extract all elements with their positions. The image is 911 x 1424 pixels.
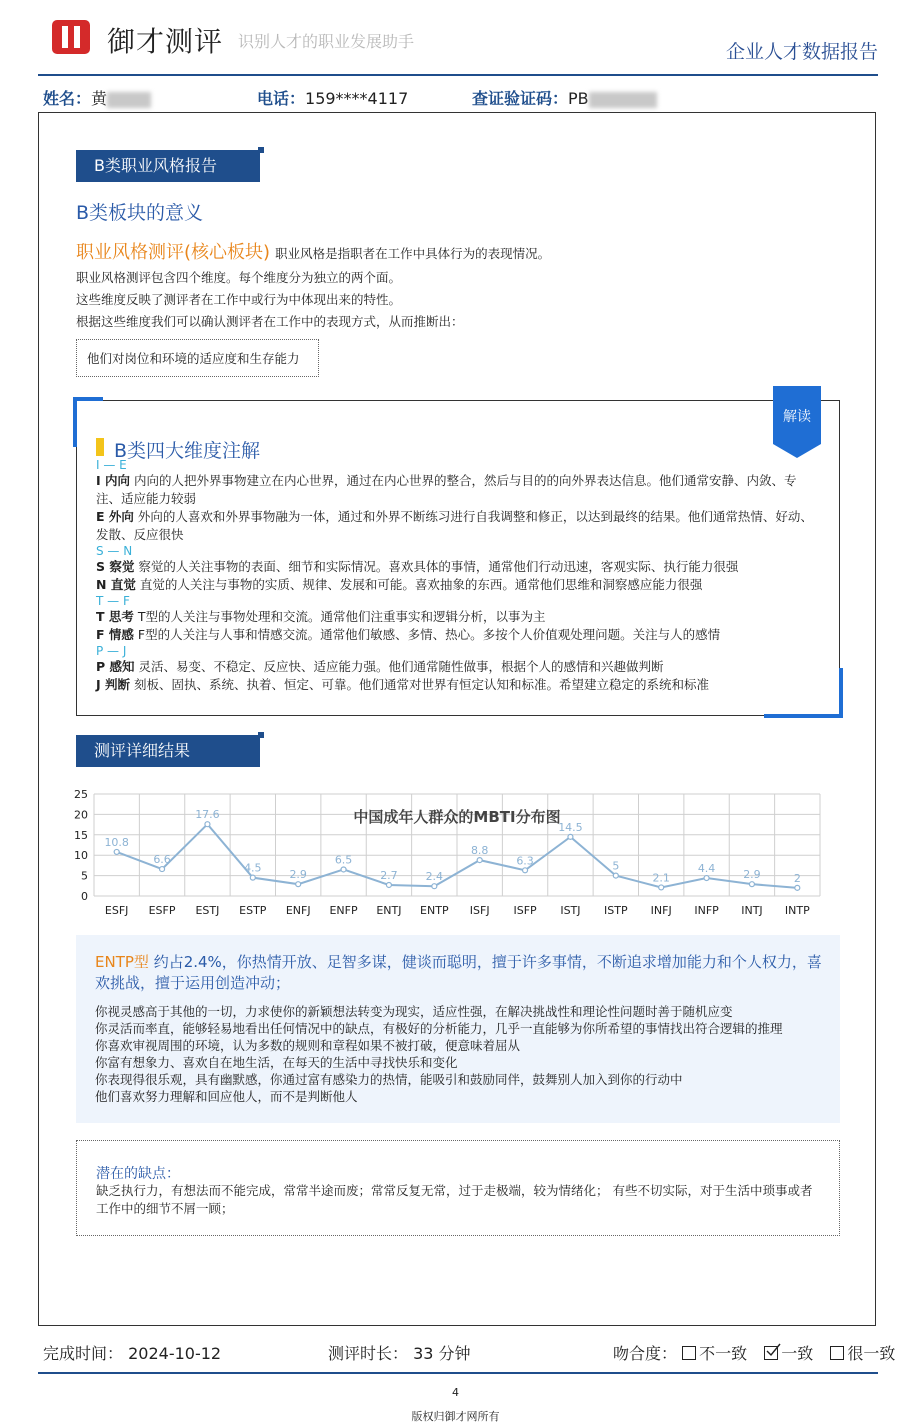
check-icon	[765, 1343, 781, 1357]
data-point	[568, 834, 573, 839]
dimension-text: 刻板、固执、系统、执着、恒定、可靠。他们通常对世界有恒定认知和标准。希望建立稳定的系统和标准	[134, 677, 710, 692]
x-tick-label: ENTP	[420, 904, 449, 917]
data-label: 2.7	[380, 868, 398, 882]
interpret-badge: 解读	[773, 386, 821, 444]
dimension-key: E 外向	[96, 509, 134, 524]
entp-trait-line: 你视灵感高于其他的一切，力求使你的新颖想法转变为现实，适应性强，在解决挑战性和理论性问题时善于随机应变	[95, 1004, 733, 1019]
data-point	[795, 885, 800, 890]
dimension-key: N 直觉	[96, 577, 136, 592]
x-tick-label: ESFJ	[104, 904, 129, 917]
data-label: 8.8	[470, 844, 489, 858]
entp-summary-text: 约占2.4%，你热情开放、足智多谋，健谈而聪明，擅于许多事情，不断追求增加能力和个人权力，喜欢挑战，擅于运用创造冲动；	[95, 953, 822, 992]
x-tick-label: ISFJ	[469, 904, 490, 917]
entp-panel	[76, 935, 840, 1123]
y-tick-label: 25	[74, 788, 88, 801]
dimension-pair: S — N	[96, 544, 133, 558]
match-degree	[613, 1341, 895, 1364]
data-point	[386, 882, 391, 887]
dimension-key: T 思考	[96, 609, 134, 624]
x-tick-label: ENTJ	[376, 904, 402, 917]
adaptability-box: 他们对岗位和环境的适应度和生存能力	[76, 339, 319, 377]
data-point	[296, 882, 301, 887]
data-label: 6.6	[153, 853, 171, 867]
dimension-text: T型的人关注与事物处理和交流。通常他们注重事实和逻辑分析，以事为主	[137, 609, 546, 624]
dimension-text: 灵活、易变、不稳定、反应快、适应能力强。他们通常随性做事，根据个人的感情和兴趣做判断	[138, 659, 664, 674]
entp-trait-line: 他们喜欢努力理解和回应他人，而不是判断他人	[95, 1089, 358, 1104]
data-point	[523, 868, 528, 873]
corner-accent	[73, 397, 103, 401]
match-label: 吻合度：	[613, 1344, 678, 1363]
mbti-chart	[68, 788, 840, 928]
entp-trait-line: 你富有想象力、喜欢自在地生活，在每天的生活中寻找快乐和变化	[95, 1055, 458, 1070]
x-tick-label: ESFP	[148, 904, 176, 917]
y-tick-label: 10	[74, 849, 88, 863]
x-tick-label: ENFP	[329, 904, 358, 917]
data-label: 6.5	[334, 853, 353, 867]
intro-line: 根据这些维度我们可以确认测评者在工作中的表现方式，从而推断出：	[76, 314, 464, 329]
data-label: 5	[612, 859, 620, 873]
section-tag-results: 测评详细结果	[76, 735, 260, 767]
dimension-list	[96, 458, 820, 694]
title-marker-icon	[96, 438, 104, 456]
x-tick-label: ESTJ	[195, 904, 220, 917]
x-tick-label: INFJ	[650, 904, 672, 917]
checkbox-disagree[interactable]	[682, 1346, 696, 1360]
dimension-item	[96, 576, 820, 594]
x-tick-label: INTJ	[741, 904, 763, 917]
dimension-item	[96, 508, 820, 544]
meaning-title: B类板块的意义	[76, 202, 204, 224]
dimension-text: 直觉的人关注与事物的实质、规律、发展和可能。喜欢抽象的东西。通常他们思维和洞察感应能力很强	[139, 577, 703, 592]
option-agree: 一致	[781, 1344, 814, 1363]
completion-time-label: 完成时间：	[43, 1344, 124, 1363]
core-title: 职业风格测评(核心板块)	[76, 242, 271, 263]
page-number: 4	[452, 1386, 459, 1399]
data-label: 14.5	[558, 820, 583, 834]
data-point	[205, 822, 210, 827]
code-field	[472, 86, 657, 109]
corner-accent	[839, 668, 843, 718]
entp-trait-line: 你喜欢审视周围的环境，认为多数的规则和章程如果不被打破，便意味着屈从	[95, 1038, 521, 1053]
option-strongly-agree: 很一致	[847, 1344, 896, 1363]
header-divider	[38, 74, 878, 76]
entp-trait-line: 你灵活而率直，能够轻易地看出任何情况中的缺点，有极好的分析能力，几乎一直能够为你所希望的事情找出符合逻辑的推理	[95, 1021, 783, 1036]
footer-divider	[38, 1372, 878, 1374]
brand-logo-icon	[52, 20, 90, 54]
dimension-text: 外向的人喜欢和外界事物融为一体，通过和外界不断练习进行自我调整和修正，以达到最终的结果。他们通常热情、好动、发散、反应很快	[96, 509, 813, 542]
brand-name: 御才测评	[107, 25, 224, 58]
x-tick-label: ENFJ	[285, 904, 311, 917]
entp-trait-line: 你表现得很乐观，具有幽默感，你通过富有感染力的热情，能吸引和鼓励同伴，鼓舞别人加入到你的行动中	[95, 1072, 683, 1087]
entp-type-label: ENTP型	[95, 953, 149, 971]
dimension-item	[96, 608, 820, 626]
data-label: 2	[793, 871, 801, 885]
duration-value: 33 分钟	[413, 1344, 471, 1363]
y-tick-label: 0	[81, 890, 88, 903]
data-point	[432, 884, 437, 889]
dimension-key: P 感知	[96, 659, 135, 674]
y-tick-label: 20	[74, 808, 88, 822]
data-point	[613, 873, 618, 878]
name-label: 姓名：	[43, 89, 92, 108]
code-value: PB	[568, 89, 589, 108]
copyright: 版权归御才网所有	[411, 1410, 500, 1423]
phone-value: 159****4117	[305, 89, 409, 108]
data-point	[704, 876, 709, 881]
x-tick-label: INFP	[694, 904, 719, 917]
data-label: 4.5	[244, 861, 262, 875]
data-point	[250, 875, 255, 880]
x-tick-label: INTP	[784, 904, 810, 917]
chart-title: 中国成年人群众的MBTI分布图	[353, 808, 561, 826]
name-field	[43, 86, 151, 109]
option-disagree: 不一致	[699, 1344, 748, 1363]
dimension-key: I 内向	[96, 473, 131, 488]
dimension-key: J 判断	[96, 677, 131, 692]
x-tick-label: ISTJ	[560, 904, 581, 917]
dimension-text: 察觉的人关注事物的表面、细节和实际情况。喜欢具体的事情，通常他们行动迅速，客观实际、执行能力很强	[138, 559, 739, 574]
dimension-key: S 察觉	[96, 559, 135, 574]
dimension-pair: I — E	[96, 458, 127, 472]
data-label: 2.4	[425, 870, 444, 884]
x-tick-label: ISFP	[513, 904, 537, 917]
name-redaction	[107, 92, 151, 108]
phone-label: 电话：	[257, 89, 306, 108]
data-label: 4.4	[697, 862, 716, 876]
data-label: 17.6	[195, 808, 220, 822]
data-label: 2.9	[743, 868, 761, 882]
corner-accent	[764, 714, 843, 718]
entp-summary	[95, 952, 823, 994]
data-label: 6.3	[516, 854, 534, 868]
section-tag-b: B类职业风格报告	[76, 150, 260, 182]
dimension-item	[96, 626, 820, 644]
dimension-pair: T — F	[96, 594, 130, 608]
x-tick-label: ISTP	[604, 904, 628, 917]
y-tick-label: 5	[81, 869, 88, 883]
name-value: 黄	[91, 89, 108, 108]
checkbox-strongly-agree[interactable]	[830, 1346, 844, 1360]
dimension-item	[96, 472, 820, 508]
test-duration	[328, 1341, 471, 1364]
core-desc: 职业风格是指职者在工作中具体行为的表现情况。	[275, 246, 551, 261]
phone-field	[257, 86, 408, 109]
data-label: 2.1	[652, 871, 670, 885]
completion-time	[43, 1341, 221, 1364]
data-point	[341, 867, 346, 872]
dimension-title: B类四大维度注解	[114, 440, 261, 462]
checkbox-agree[interactable]	[764, 1346, 778, 1360]
data-point	[114, 849, 119, 854]
data-label: 10.8	[104, 835, 129, 849]
code-redaction	[589, 92, 657, 108]
dimension-text: 内向的人把外界事物建立在内心世界，通过在内心世界的整合，然后与目的的向外界表达信息。他们通常安静、内敛、专注、适应能力较弱	[96, 473, 797, 506]
dimension-item	[96, 558, 820, 576]
dimension-item	[96, 676, 820, 694]
dimension-item	[96, 658, 820, 676]
data-point	[749, 882, 754, 887]
report-title: 企业人才数据报告	[725, 41, 878, 63]
defect-text: 缺乏执行力，有想法而不能完成，常常半途而废；常常反复无常，过于走极端，较为情绪化； 有些不切实际，对于生活中琐事或者工作中的细节不屑一顾；	[96, 1183, 813, 1216]
data-point	[659, 885, 664, 890]
data-label: 2.9	[289, 868, 307, 882]
data-point	[160, 867, 165, 872]
intro-line: 职业风格测评包含四个维度。每个维度分为独立的两个面。	[76, 270, 402, 285]
intro-line: 这些维度反映了测评者在工作中或行为中体现出来的特性。	[76, 292, 402, 307]
dimension-text: F型的人关注与人事和情感交流。通常他们敏感、多情、热心。多按个人价值观处理问题。关注与人的感情	[137, 627, 721, 642]
code-label: 查证验证码：	[472, 89, 569, 108]
core-heading	[76, 238, 550, 264]
entp-traits	[95, 1003, 825, 1105]
brand-slogan: 识别人才的职业发展助手	[238, 32, 415, 51]
data-point	[477, 858, 482, 863]
dimension-key: F 情感	[96, 627, 134, 642]
defect-box	[76, 1140, 840, 1236]
defect-title: 潜在的缺点：	[96, 1166, 180, 1182]
duration-label: 测评时长：	[328, 1344, 409, 1363]
corner-accent	[73, 397, 77, 447]
y-tick-label: 15	[74, 828, 88, 842]
completion-time-value: 2024-10-12	[128, 1344, 222, 1363]
dimension-pair: P — J	[96, 644, 127, 658]
x-tick-label: ESTP	[239, 904, 267, 917]
